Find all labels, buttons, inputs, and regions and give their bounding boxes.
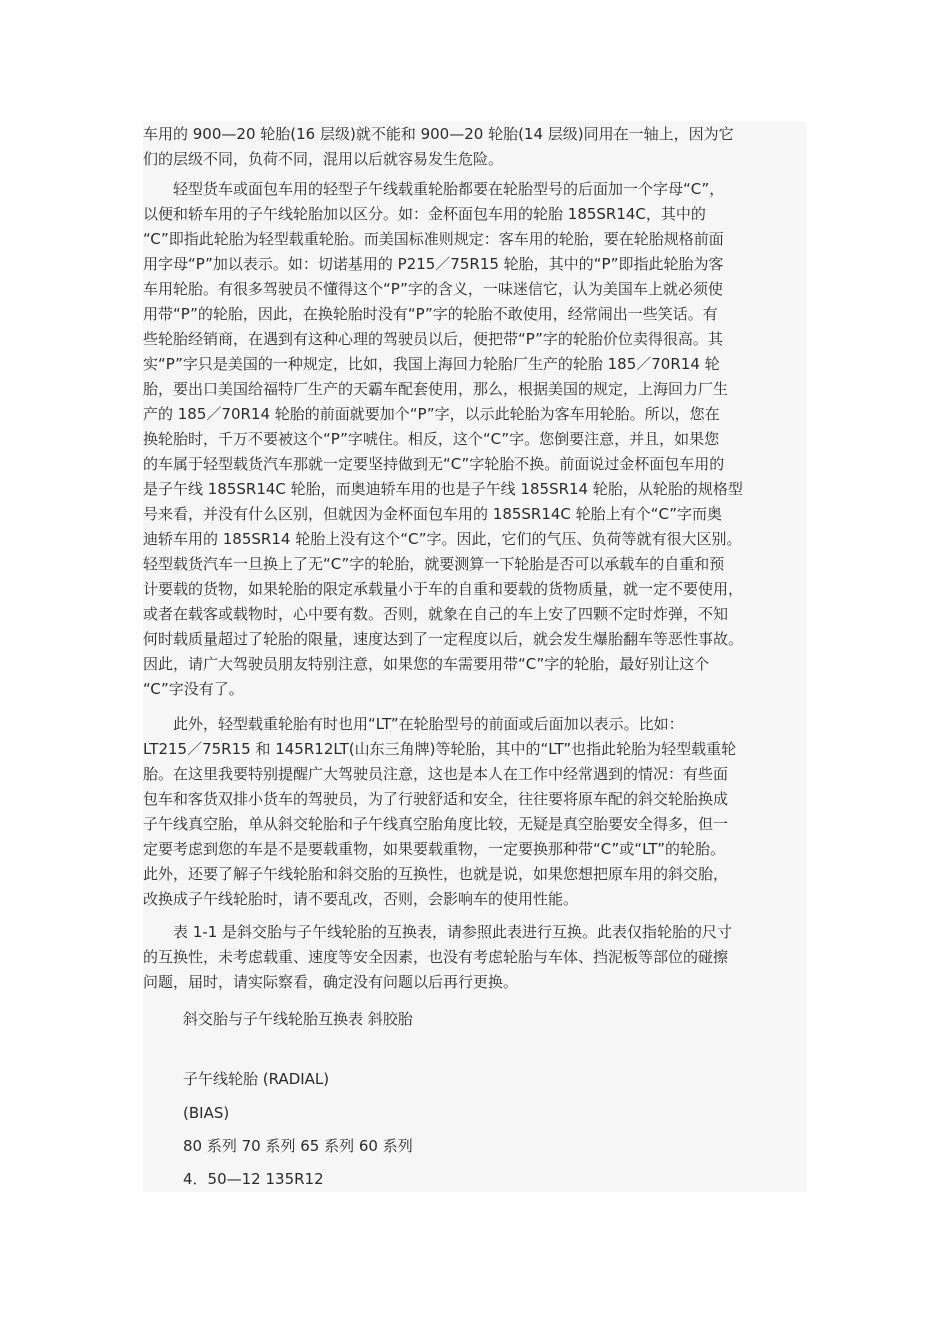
text-line: 们的层级不同，负荷不同，混用以后就容易发生危险。	[143, 150, 504, 168]
paragraph-3	[143, 712, 806, 912]
table-series-row: 80 系列 70 系列 65 系列 60 系列	[183, 1137, 413, 1155]
text-line: 计要载的货物，如果轮胎的限定承载量小于车的自重和要载的货物质量，就一定不要使用，	[143, 580, 744, 598]
document-page	[143, 122, 806, 1192]
text-line: 号来看，并没有什么区别，但就因为金杯面包车用的 185SR14C 轮胎上有个“C”字而奥	[143, 505, 722, 523]
text-line: 轻型货车或面包车用的轻型子午线载重轮胎都要在轮胎型号的后面加一个字母“C”，	[173, 180, 725, 198]
text-line: 改换成子午线轮胎时，请不要乱改，否则，会影响车的使用性能。	[143, 890, 579, 908]
text-line: 此外，还要了解子午线轮胎和斜交胎的互换性，也就是说，如果您想把原车用的斜交胎，	[143, 865, 729, 883]
table-header-bias: (BIAS)	[183, 1104, 230, 1122]
text-line: 产的 185／70R14 轮胎的前面就要加个“P”字，以示此轮胎为客车用轮胎。所以，您在	[143, 405, 720, 423]
text-line: 或者在载客或载物时，心中要有数。否则，就象在自己的车上安了四颗不定时炸弹，不知	[143, 605, 729, 623]
text-line: 车用轮胎。有很多驾驶员不懂得这个“P”字的含义，一味迷信它，认为美国车上就必须使	[143, 280, 723, 298]
text-line: 用带“P”的轮胎，因此，在换轮胎时没有“P”字的轮胎不敢使用，经常闹出一些笑话。有	[143, 305, 718, 323]
text-line: “C”即指此轮胎为轻型载重轮胎。而美国标准则规定：客车用的轮胎，要在轮胎规格前面	[143, 230, 724, 248]
text-line: 胎。在这里我要特别提醒广大驾驶员注意，这也是本人在工作中经常遇到的情况：有些面	[143, 765, 729, 783]
text-line: 定要考虑到您的车是不是要载重物，如果要载重物，一定要换那种带“C”或“LT”的轮胎。	[143, 840, 725, 858]
text-line: 子午线真空胎，单从斜交轮胎和子午线真空胎角度比较，无疑是真空胎要安全得多，但一	[143, 815, 729, 833]
text-line: 用字母“P”加以表示。如：切诺基用的 P215／75R15 轮胎，其中的“P”即指此轮胎为客	[143, 255, 724, 273]
paragraph-1	[143, 122, 806, 172]
paragraph-2	[143, 177, 806, 702]
text-line: 胎，要出口美国给福特厂生产的天霸车配套使用，那么，根据美国的规定，上海回力厂生	[143, 380, 729, 398]
text-line: 以便和轿车用的子午线轮胎加以区分。如：金杯面包车用的轮胎 185SR14C，其中的	[143, 205, 706, 223]
text-line: 换轮胎时，千万不要被这个“P”字唬住。相反，这个“C”字。您倒要注意，并且，如果您	[143, 430, 720, 448]
table-data-row: 4．50—12 135R12	[183, 1170, 324, 1188]
text-line: 些轮胎经销商，在遇到有这种心理的驾驶员以后，便把带“P”字的轮胎价位卖得很高。其	[143, 330, 723, 348]
text-line: 车用的 900—20 轮胎(16 层级)就不能和 900—20 轮胎(14 层级)同用在一轴上，因为它	[143, 125, 734, 143]
table-header-radial: 子午线轮胎 (RADIAL)	[183, 1070, 330, 1088]
text-line: 的车属于轻型载货汽车那就一定要坚持做到无“C”字轮胎不换。前面说过金杯面包车用的	[143, 455, 725, 473]
text-line: 实“P”字只是美国的一种规定，比如，我国上海回力轮胎厂生产的轮胎 185／70R14 轮	[143, 355, 720, 373]
text-line: 何时载质量超过了轮胎的限量，速度达到了一定程度以后，就会发生爆胎翻车等恶性事故。	[143, 630, 744, 648]
paragraph-4	[143, 920, 806, 995]
text-line: 迪轿车用的 185SR14 轮胎上没有这个“C”字。因此，它们的气压、负荷等就有很大区别。	[143, 530, 742, 548]
text-line: 是子午线 185SR14C 轮胎，而奥迪轿车用的也是子午线 185SR14 轮胎，从轮胎的规格型	[143, 480, 743, 498]
text-line: 包车和客货双排小货车的驾驶员，为了行驶舒适和安全，往往要将原车配的斜交轮胎换成	[143, 790, 729, 808]
text-line: 此外，轻型载重轮胎有时也用“LT”在轮胎型号的前面或后面加以表示。比如：	[173, 715, 684, 733]
text-line: 轻型载货汽车一旦换上了无“C”字的轮胎，就要测算一下轮胎是否可以承载车的自重和预	[143, 555, 725, 573]
text-line: 的互换性，未考虑载重、速度等安全因素，也没有考虑轮胎与车体、挡泥板等部位的碰擦	[143, 948, 729, 966]
text-line: 表 1-1 是斜交胎与子午线轮胎的互换表，请参照此表进行互换。此表仅指轮胎的尺寸	[173, 923, 733, 941]
text-line: “C”字没有了。	[143, 680, 244, 698]
text-line: LT215／75R15 和 145R12LT(山东三角牌)等轮胎，其中的“LT”也指此轮胎为轻型载重轮	[143, 740, 737, 758]
text-line: 因此，请广大驾驶员朋友特别注意，如果您的车需要用带“C”字的轮胎，最好别让这个	[143, 655, 710, 673]
text-line: 问题，届时，请实际察看，确定没有问题以后再行更换。	[143, 973, 519, 991]
table-caption: 斜交胎与子午线轮胎互换表 斜胶胎	[183, 1010, 413, 1028]
